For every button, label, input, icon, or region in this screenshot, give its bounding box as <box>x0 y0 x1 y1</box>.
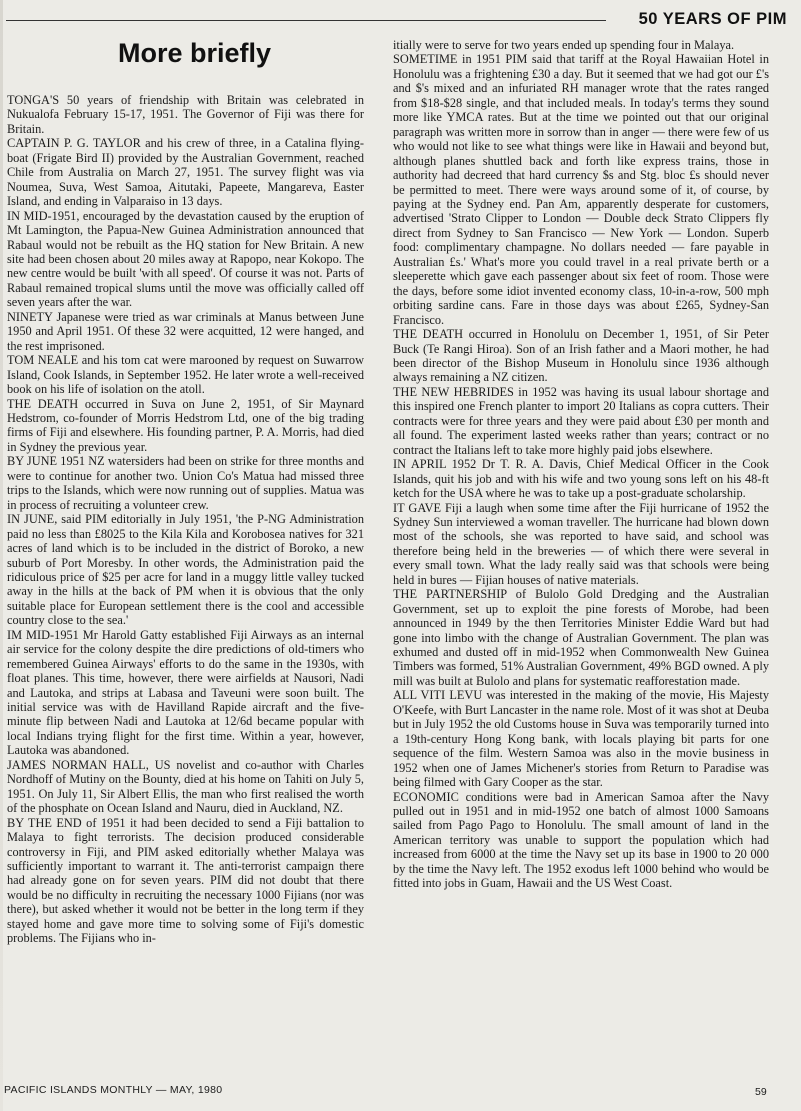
left-column <box>7 93 364 946</box>
paragraph: BY THE END of 1951 it had been decided to send a Fiji battalion to Malaya to fight terrorists. The decision produced considerable controversy in Fiji, and PIM asked editorially whether Malaya was sufficiently important to warrant it. The anti-terrorist campaign there had already gone on for seven years. PIM did not doubt that there would be no difficulty in recruiting the necessary 1000 Fijians (nor was there), but asked whether it would not be better in the long term if they stayed home and gave more time to solving some of Fiji's domestic problems. The Fijians who in- <box>7 815 364 946</box>
paragraph: TOM NEALE and his tom cat were marooned by request on Suwarrow Island, Cook Islands, in September 1952. He later wrote a well-received book on his life of isolation on the atoll. <box>7 353 364 397</box>
right-column <box>393 38 769 891</box>
paragraph: IN MID-1951, encouraged by the devastation caused by the eruption of Mt Lamington, the Papua-New Guinea Administration announced that Rabaul would not be rebuilt as the HQ station for New Britain. A new site had been chosen about 20 miles away at Rapopo, near Kokopo. The new centre would be built 'with all speed'. Of course it was not. Parts of Rabaul remained tropical slums until the move was officially called off seven years after the war. <box>7 208 364 310</box>
paragraph: JAMES NORMAN HALL, US novelist and co-author with Charles Nordhoff of Mutiny on the Bounty, died at his home on Tahiti on July 5, 1951. On July 11, Sir Albert Ellis, the man who first realised the worth of the phosphate on Ocean Island and Nauru, died in Auckland, NZ. <box>7 757 364 816</box>
page-number: 59 <box>755 1086 767 1098</box>
paragraph: IT GAVE Fiji a laugh when some time after the Fiji hurricane of 1952 the Sydney Sun interviewed a woman traveller. The hurricane had blown down most of the schools, she was reported to have said, and school was therefore being held in the breweries — of which there were several in every small town. What the lady really said was that schools were being held in bures — Fijian houses of native materials. <box>393 500 769 587</box>
paragraph: TONGA'S 50 years of friendship with Britain was celebrated in Nukualofa February 15-17, 1951. The Governor of Fiji was there for Britain. <box>7 93 364 136</box>
paragraph: SOMETIME in 1951 PIM said that tariff at the Royal Hawaiian Hotel in Honolulu was a frightening £30 a day. But it seemed that we had got our £'s and $'s mixed and an infuriated RH manager wrote that the rates ranged from $18-$28 single, and that included meals. In today's terms they sound more like YMCA rates. But at the time we pointed out that our original paragraph was written more in sorrow than in anger — there were few of us who would not like to see what things were like in Hawaii and beyond but, although planes shuttled back and forth like express trains, those in authority had decreed that hard currency $s and Stg. bloc £s should never be permitted to meet. There were ways around some of it, of course, by paying at the Sydney end. Pan Am, apparently desperate for customers, advertised 'Strato Clipper to London — Double deck Strato Clippers fly direct from Sydney to San Francisco — New York — London. Superb food: complimentary champagne. No dollars needed — fare payable in Australian £s.' What's more you could travel in a real private berth or a sleeperette which gave each passenger about six feet of room. Those were the days, before some idiot invented economy class, 10-in-a-row, 500 mph orbiting sardine cans. Fare in those days was about £265, Sydney-San Francisco. <box>393 52 769 327</box>
section-label: 50 YEARS OF PIM <box>638 10 787 28</box>
binding-shadow <box>0 0 3 1111</box>
paragraph: THE NEW HEBRIDES in 1952 was having its usual labour shortage and this inspired one French planter to import 20 Italians as copra cutters. Their contracts were for three years and they were paid about £30 per month and all found. The experiment lasted weeks rather than years; contract or no contract the Italians left to take more highly paid jobs elsewhere. <box>393 384 769 457</box>
paragraph: THE PARTNERSHIP of Bulolo Gold Dredging and the Australian Government, set up to exploit the pine forests of Morobe, had been announced in 1949 by the then Territories Minister Eddie Ward but had gone into limbo with the change of Australian Government. The plan was exhumed and dusted off in mid-1952 when Commonwealth New Guinea Timbers was formed, 51% Australian Government, 49% BGD owned. A ply mill was built at Bulolo and plans for systematic reafforestation made. <box>393 587 769 688</box>
paragraph: itially were to serve for two years ended up spending four in Malaya. <box>393 38 735 52</box>
publication-footer: PACIFIC ISLANDS MONTHLY — MAY, 1980 <box>4 1084 223 1096</box>
article-headline: More briefly <box>118 38 272 68</box>
paragraph: THE DEATH occurred in Suva on June 2, 1951, of Sir Maynard Hedstrom, co-founder of Morris Hedstrom Ltd, one of the big trading firms of Fiji and elsewhere. His founding partner, P. A. Morris, had died in Sydney the previous year. <box>7 396 364 454</box>
paragraph: IN JUNE, said PIM editorially in July 1951, 'the P-NG Administration paid no less than £8025 to the Kila Kila and Korobosea natives for 321 acres of land which is to be included in the district of Boroko, a new suburb of Port Moresby. In other words, the Administration paid the ridiculous price of $25 per acre for land in a muggy little valley tucked away in the hills at the back of PM when it is obvious that the only suitable place for European settlement there is the cool and accessible country close to the sea.' <box>7 512 364 628</box>
paragraph: ALL VITI LEVU was interested in the making of the movie, His Majesty O'Keefe, with Burt Lancaster in the name role. Most of it was shot at Deuba but in July 1952 the old Customs house in Suva was temporarily turned into a 19th-century Hong Kong bank, with locals playing bit parts for one sequence of the film. Western Samoa was also in the movie business in 1952 when one of James Michener's stories from Return to Paradise was being filmed with Gary Cooper as the star. <box>393 688 769 790</box>
paragraph: NINETY Japanese were tried as war criminals at Manus between June 1950 and April 1951. Of these 32 were acquitted, 12 were hanged, and the rest imprisoned. <box>7 309 364 353</box>
paragraph: THE DEATH occurred in Honolulu on December 1, 1951, of Sir Peter Buck (Te Rangi Hiroa). Son of an Irish father and a Maori mother, he had been director of the Bishop Museum in Honolulu since 1936 although always remaining a NZ citizen. <box>393 327 769 385</box>
header-rule <box>6 20 606 21</box>
paragraph: BY JUNE 1951 NZ watersiders had been on strike for three months and were to continue for another two. Union Co's Matua had missed three trips to the Islands, which were now running out of supplies. Matua was in process of recruiting a volunteer crew. <box>7 454 364 512</box>
paragraph: CAPTAIN P. G. TAYLOR and his crew of three, in a Catalina flying-boat (Frigate Bird II) provided by the Australian Government, reached Chile from Australia on March 27, 1951. The survey flight was via Noumea, Suva, West Samoa, Aitutaki, Papeete, Mangareva, Easter Island, and ending in Valparaiso in 13 days. <box>7 136 364 209</box>
paragraph: IM MID-1951 Mr Harold Gatty established Fiji Airways as an internal air service for the colony despite the dire predictions of old-timers who remembered Guinea Airways' efforts to do the same in the 1930s, with float planes. This time, however, there were airfields at Nausori, Nadi and Lautoka, and strips at Labasa and Taveuni were soon built. The initial service was with de Havilland Rapide aircraft and the five-minute flip between Nadi and Lautoka at 12/6d became popular with local Indians trying flight for the first time. Within a year, however, Lautoka was abandoned. <box>7 627 364 758</box>
paragraph: IN APRIL 1952 Dr T. R. A. Davis, Chief Medical Officer in the Cook Islands, quit his job and with his wife and two young sons left on his 48-ft ketch for the USA where he was to take up a post-graduate scholarship. <box>393 457 769 501</box>
paragraph: ECONOMIC conditions were bad in American Samoa after the Navy pulled out in 1951 and in mid-1952 one batch of almost 1000 Samoans sailed from Pago Pago to Honolulu. The small amount of land in the American territory was unable to support the population which had increased from 6000 at the time the Navy set up its base in 1900 to 20 000 by the time the Navy left. The 1952 exodus left 1000 behind who would be fitted into jobs in Guam, Hawaii and the US West Coast. <box>393 789 769 891</box>
